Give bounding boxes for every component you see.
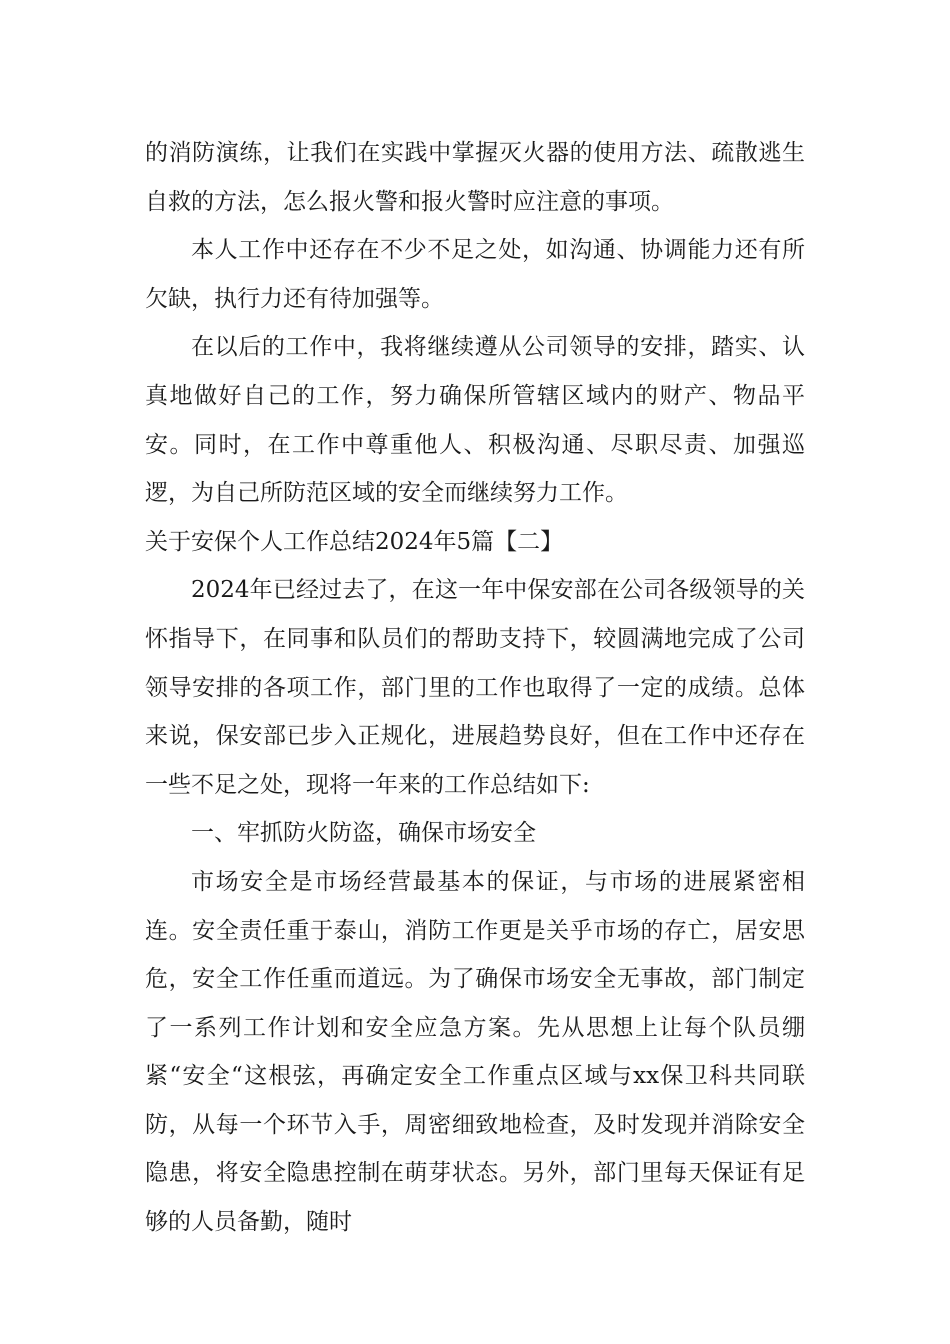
section-heading-part-two: 关于安保个人工作总结2024年5篇【二】 [145, 528, 564, 555]
paragraph-future-work: 在以后的工作中，我将继续遵从公司领导的安排，踏实、认真地做好自己的工作，努力确保所管辖区域内的财产、物品平安。同时，在工作中尊重他人、积极沟通、尽职尽责、加强巡逻，为自己所防范区域的安全而继续努力工作。 [145, 334, 805, 507]
paragraph-fire-drill-continuation: 的消防演练，让我们在实践中掌握灭火器的使用方法、疏散逃生自救的方法，怎么报火警和报火警时应注意的事项。 [145, 140, 805, 215]
subheading-fire-theft-prevention: 一、牢抓防火防盗，确保市场安全 [191, 820, 536, 847]
paragraph-shortcomings: 本人工作中还存在不少不足之处，如沟通、协调能力还有所欠缺，执行力还有待加强等。 [145, 237, 805, 312]
document-body [145, 129, 805, 1247]
paragraph-market-safety: 市场安全是市场经营最基本的保证，与市场的进展紧密相连。安全责任重于泰山，消防工作更是关乎市场的存亡，居安思危，安全工作任重而道远。为了确保市场安全无事故，部门制定了一系列工作计划和安全应急方案。先从思想上让每个队员绷紧“安全“这根弦，再确定安全工作重点区域与xx保卫科共同联防，从每一个环节入手，周密细致地检查，及时发现并消除安全隐患，将安全隐患控制在萌芽状态。另外，部门里每天保证有足够的人员备勤，随时 [145, 868, 805, 1236]
paragraph-year-summary: 2024年已经过去了，在这一年中保安部在公司各级领导的关怀指导下，在同事和队员们的帮助支持下，较圆满地完成了公司领导安排的各项工作，部门里的工作也取得了一定的成绩。总体来说，保安部已步入正规化，进展趋势良好，但在工作中还存在一些不足之处，现将一年来的工作总结如下: [145, 577, 805, 798]
